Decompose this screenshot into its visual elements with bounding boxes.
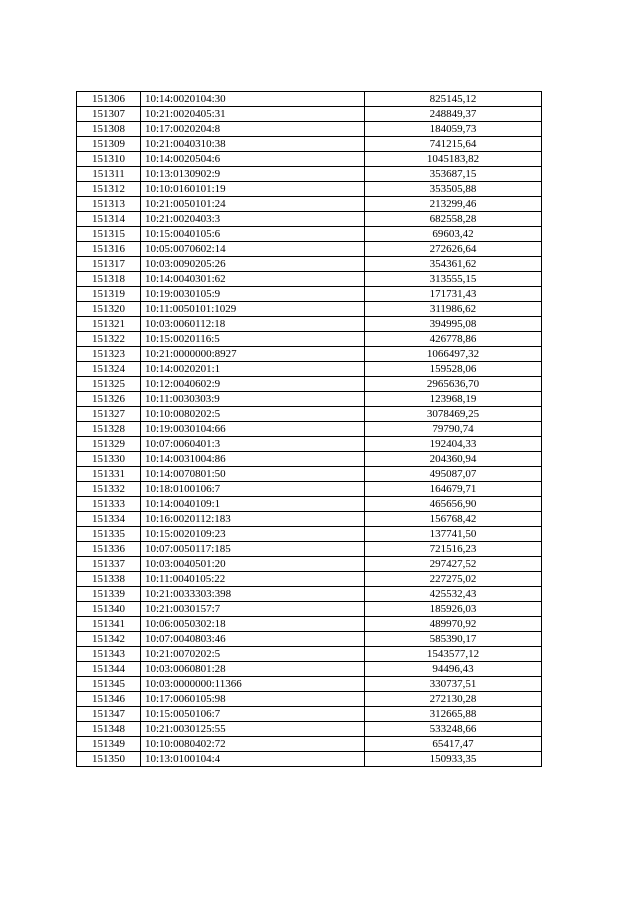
amount-cell: 489970,92 [365, 617, 542, 632]
table-row [77, 302, 542, 317]
cadastral-number-cell: 10:13:0100104:4 [141, 752, 365, 767]
table-row [77, 227, 542, 242]
row-number-cell: 151345 [77, 677, 141, 692]
table-row [77, 752, 542, 767]
table-row [77, 347, 542, 362]
row-number-cell: 151307 [77, 107, 141, 122]
table-row [77, 242, 542, 257]
table-row [77, 497, 542, 512]
cadastral-number-cell: 10:11:0030303:9 [141, 392, 365, 407]
table-body [77, 92, 542, 767]
table-row [77, 167, 542, 182]
table-row [77, 572, 542, 587]
row-number-cell: 151309 [77, 137, 141, 152]
table-row [77, 317, 542, 332]
amount-cell: 297427,52 [365, 557, 542, 572]
cadastral-number-cell: 10:19:0030104:66 [141, 422, 365, 437]
cadastral-number-cell: 10:21:0040310:38 [141, 137, 365, 152]
table-row [77, 212, 542, 227]
amount-cell: 394995,08 [365, 317, 542, 332]
row-number-cell: 151312 [77, 182, 141, 197]
row-number-cell: 151335 [77, 527, 141, 542]
table-row [77, 437, 542, 452]
amount-cell: 192404,33 [365, 437, 542, 452]
row-number-cell: 151319 [77, 287, 141, 302]
amount-cell: 426778,86 [365, 332, 542, 347]
amount-cell: 825145,12 [365, 92, 542, 107]
cadastral-number-cell: 10:21:0050101:24 [141, 197, 365, 212]
row-number-cell: 151311 [77, 167, 141, 182]
cadastral-number-cell: 10:14:0070801:50 [141, 467, 365, 482]
table-row [77, 332, 542, 347]
data-table [76, 91, 542, 767]
amount-cell: 330737,51 [365, 677, 542, 692]
table-row [77, 377, 542, 392]
amount-cell: 2965636,70 [365, 377, 542, 392]
amount-cell: 354361,62 [365, 257, 542, 272]
cadastral-number-cell: 10:15:0040105:6 [141, 227, 365, 242]
row-number-cell: 151344 [77, 662, 141, 677]
amount-cell: 465656,90 [365, 497, 542, 512]
row-number-cell: 151332 [77, 482, 141, 497]
amount-cell: 185926,03 [365, 602, 542, 617]
amount-cell: 425532,43 [365, 587, 542, 602]
row-number-cell: 151327 [77, 407, 141, 422]
row-number-cell: 151348 [77, 722, 141, 737]
amount-cell: 272130,28 [365, 692, 542, 707]
cadastral-number-cell: 10:15:0020116:5 [141, 332, 365, 347]
cadastral-number-cell: 10:13:0130902:9 [141, 167, 365, 182]
amount-cell: 311986,62 [365, 302, 542, 317]
amount-cell: 533248,66 [365, 722, 542, 737]
cadastral-number-cell: 10:03:0060801:28 [141, 662, 365, 677]
amount-cell: 227275,02 [365, 572, 542, 587]
cadastral-number-cell: 10:14:0040109:1 [141, 497, 365, 512]
row-number-cell: 151336 [77, 542, 141, 557]
cadastral-number-cell: 10:14:0040301:62 [141, 272, 365, 287]
table-row [77, 527, 542, 542]
row-number-cell: 151313 [77, 197, 141, 212]
cadastral-number-cell: 10:03:0000000:11366 [141, 677, 365, 692]
row-number-cell: 151337 [77, 557, 141, 572]
cadastral-number-cell: 10:10:0080402:72 [141, 737, 365, 752]
row-number-cell: 151310 [77, 152, 141, 167]
amount-cell: 312665,88 [365, 707, 542, 722]
cadastral-number-cell: 10:18:0100106:7 [141, 482, 365, 497]
row-number-cell: 151306 [77, 92, 141, 107]
table-row [77, 602, 542, 617]
table-row [77, 392, 542, 407]
cadastral-number-cell: 10:07:0040803:46 [141, 632, 365, 647]
amount-cell: 1066497,32 [365, 347, 542, 362]
amount-cell: 204360,94 [365, 452, 542, 467]
row-number-cell: 151346 [77, 692, 141, 707]
cadastral-number-cell: 10:14:0020201:1 [141, 362, 365, 377]
amount-cell: 156768,42 [365, 512, 542, 527]
amount-cell: 313555,15 [365, 272, 542, 287]
table-row [77, 137, 542, 152]
amount-cell: 213299,46 [365, 197, 542, 212]
table-row [77, 152, 542, 167]
cadastral-number-cell: 10:11:0050101:1029 [141, 302, 365, 317]
table-row [77, 677, 542, 692]
cadastral-number-cell: 10:21:0033303:398 [141, 587, 365, 602]
cadastral-number-cell: 10:21:0030125:55 [141, 722, 365, 737]
row-number-cell: 151322 [77, 332, 141, 347]
amount-cell: 353687,15 [365, 167, 542, 182]
row-number-cell: 151314 [77, 212, 141, 227]
table-row [77, 587, 542, 602]
cadastral-number-cell: 10:21:0030157:7 [141, 602, 365, 617]
amount-cell: 353505,88 [365, 182, 542, 197]
cadastral-number-cell: 10:03:0090205:26 [141, 257, 365, 272]
cadastral-number-cell: 10:11:0040105:22 [141, 572, 365, 587]
amount-cell: 1543577,12 [365, 647, 542, 662]
table-row [77, 647, 542, 662]
table-row [77, 92, 542, 107]
row-number-cell: 151324 [77, 362, 141, 377]
table-row [77, 452, 542, 467]
row-number-cell: 151334 [77, 512, 141, 527]
row-number-cell: 151320 [77, 302, 141, 317]
table-row [77, 257, 542, 272]
table-row [77, 467, 542, 482]
cadastral-number-cell: 10:03:0040501:20 [141, 557, 365, 572]
row-number-cell: 151330 [77, 452, 141, 467]
row-number-cell: 151340 [77, 602, 141, 617]
amount-cell: 171731,43 [365, 287, 542, 302]
cadastral-number-cell: 10:21:0020403:3 [141, 212, 365, 227]
table-row [77, 557, 542, 572]
amount-cell: 272626,64 [365, 242, 542, 257]
amount-cell: 65417,47 [365, 737, 542, 752]
table-row [77, 512, 542, 527]
cadastral-number-cell: 10:17:0020204:8 [141, 122, 365, 137]
amount-cell: 94496,43 [365, 662, 542, 677]
table-row [77, 197, 542, 212]
amount-cell: 721516,23 [365, 542, 542, 557]
cadastral-number-cell: 10:21:0000000:8927 [141, 347, 365, 362]
cadastral-number-cell: 10:03:0060112:18 [141, 317, 365, 332]
cadastral-number-cell: 10:16:0020112:183 [141, 512, 365, 527]
amount-cell: 741215,64 [365, 137, 542, 152]
amount-cell: 137741,50 [365, 527, 542, 542]
amount-cell: 123968,19 [365, 392, 542, 407]
amount-cell: 184059,73 [365, 122, 542, 137]
cadastral-number-cell: 10:14:0020504:6 [141, 152, 365, 167]
row-number-cell: 151308 [77, 122, 141, 137]
amount-cell: 79790,74 [365, 422, 542, 437]
amount-cell: 495087,07 [365, 467, 542, 482]
cadastral-number-cell: 10:15:0050106:7 [141, 707, 365, 722]
row-number-cell: 151341 [77, 617, 141, 632]
row-number-cell: 151338 [77, 572, 141, 587]
amount-cell: 1045183,82 [365, 152, 542, 167]
amount-cell: 150933,35 [365, 752, 542, 767]
cadastral-number-cell: 10:05:0070602:14 [141, 242, 365, 257]
amount-cell: 164679,71 [365, 482, 542, 497]
amount-cell: 248849,37 [365, 107, 542, 122]
cadastral-number-cell: 10:10:0160101:19 [141, 182, 365, 197]
cadastral-number-cell: 10:14:0031004:86 [141, 452, 365, 467]
table-row [77, 482, 542, 497]
row-number-cell: 151326 [77, 392, 141, 407]
row-number-cell: 151339 [77, 587, 141, 602]
table-row [77, 707, 542, 722]
row-number-cell: 151315 [77, 227, 141, 242]
cadastral-number-cell: 10:10:0080202:5 [141, 407, 365, 422]
table-row [77, 407, 542, 422]
table-row [77, 737, 542, 752]
table-row [77, 617, 542, 632]
table-row [77, 422, 542, 437]
amount-cell: 159528,06 [365, 362, 542, 377]
table-row [77, 662, 542, 677]
row-number-cell: 151318 [77, 272, 141, 287]
row-number-cell: 151325 [77, 377, 141, 392]
cadastral-number-cell: 10:19:0030105:9 [141, 287, 365, 302]
row-number-cell: 151317 [77, 257, 141, 272]
row-number-cell: 151347 [77, 707, 141, 722]
table-row [77, 287, 542, 302]
row-number-cell: 151323 [77, 347, 141, 362]
row-number-cell: 151333 [77, 497, 141, 512]
row-number-cell: 151328 [77, 422, 141, 437]
row-number-cell: 151329 [77, 437, 141, 452]
amount-cell: 3078469,25 [365, 407, 542, 422]
cadastral-number-cell: 10:07:0060401:3 [141, 437, 365, 452]
row-number-cell: 151316 [77, 242, 141, 257]
row-number-cell: 151349 [77, 737, 141, 752]
table-row [77, 722, 542, 737]
cadastral-number-cell: 10:06:0050302:18 [141, 617, 365, 632]
table-row [77, 182, 542, 197]
table-row [77, 632, 542, 647]
row-number-cell: 151343 [77, 647, 141, 662]
cadastral-number-cell: 10:15:0020109:23 [141, 527, 365, 542]
table-row [77, 542, 542, 557]
cadastral-number-cell: 10:07:0050117:185 [141, 542, 365, 557]
cadastral-number-cell: 10:12:0040602:9 [141, 377, 365, 392]
cadastral-number-cell: 10:17:0060105:98 [141, 692, 365, 707]
table-row [77, 362, 542, 377]
table-row [77, 122, 542, 137]
row-number-cell: 151321 [77, 317, 141, 332]
row-number-cell: 151350 [77, 752, 141, 767]
cadastral-number-cell: 10:14:0020104:30 [141, 92, 365, 107]
row-number-cell: 151342 [77, 632, 141, 647]
table-row [77, 107, 542, 122]
cadastral-number-cell: 10:21:0070202:5 [141, 647, 365, 662]
row-number-cell: 151331 [77, 467, 141, 482]
amount-cell: 69603,42 [365, 227, 542, 242]
table-row [77, 692, 542, 707]
amount-cell: 585390,17 [365, 632, 542, 647]
table-row [77, 272, 542, 287]
cadastral-number-cell: 10:21:0020405:31 [141, 107, 365, 122]
amount-cell: 682558,28 [365, 212, 542, 227]
